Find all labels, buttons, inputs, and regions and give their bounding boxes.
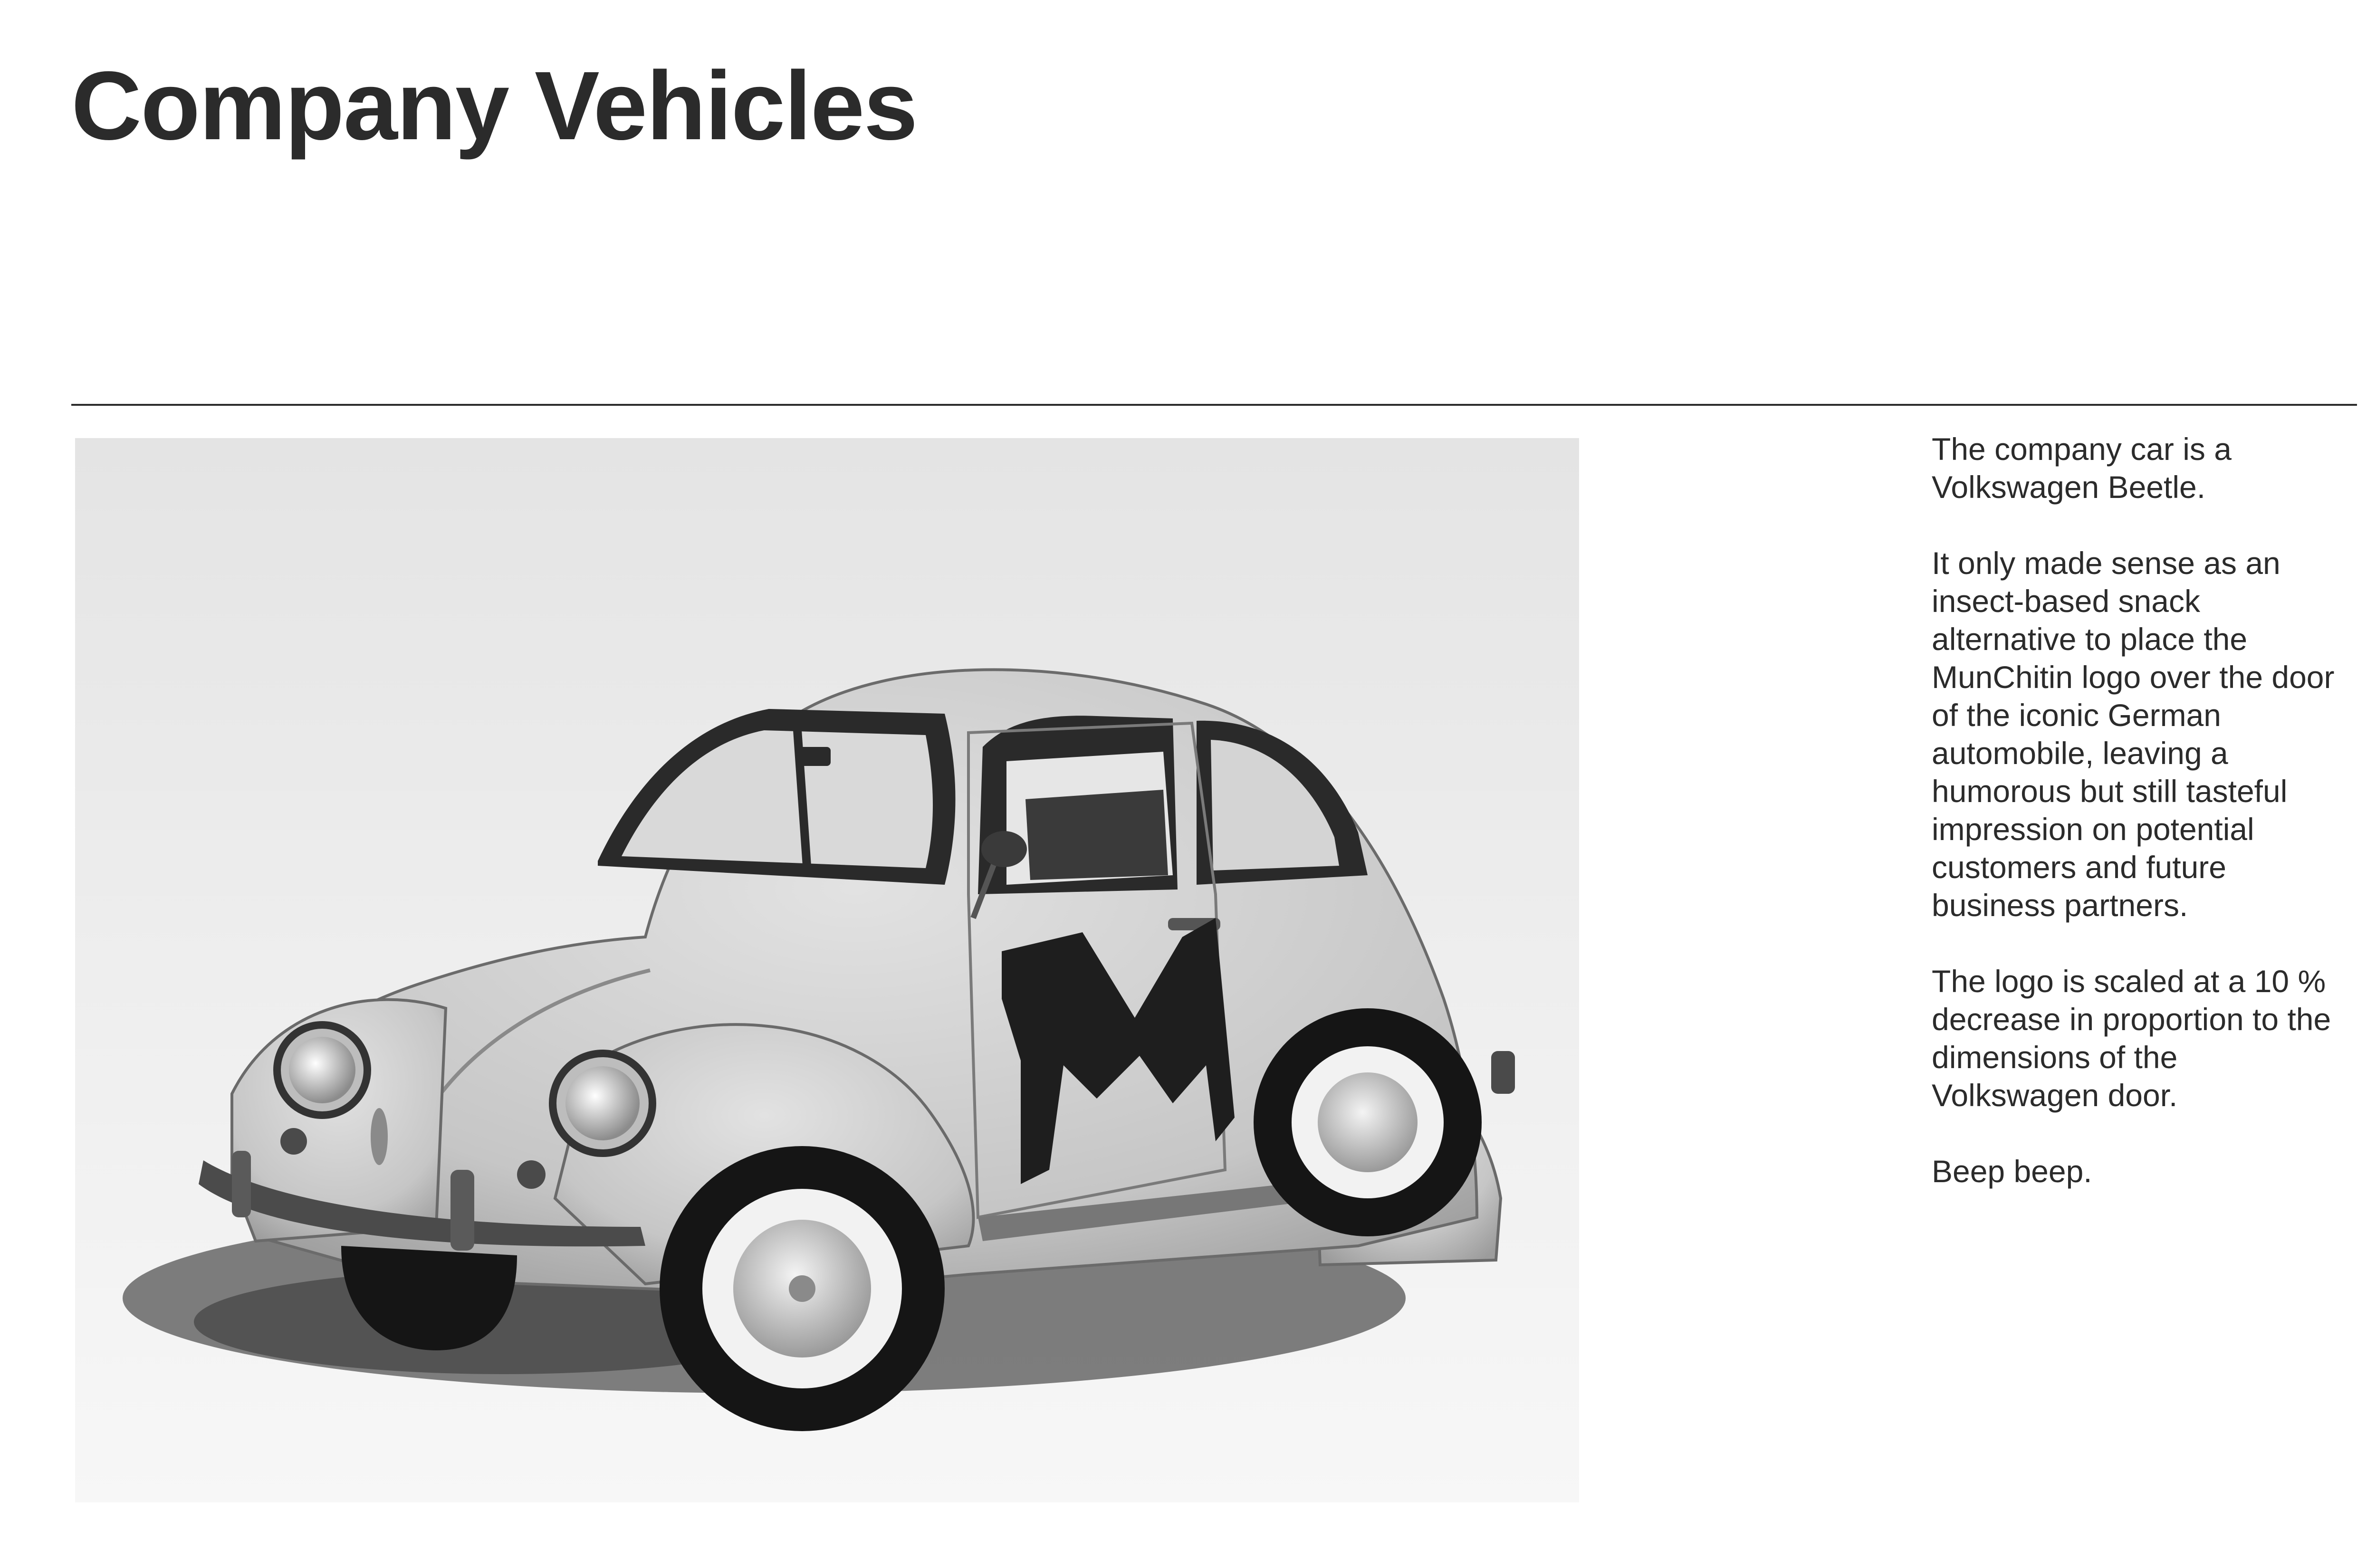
paragraph: It only made sense as an insect-based snack alternative to place the MunChitin logo over the door of the iconic German automobile, leaving a humorous but still tasteful impression on potential customers and future business partners.: [1932, 545, 2335, 923]
paragraph: The logo is scaled at a 10 % decrease in proportion to the dimensions of the Volkswagen door.: [1932, 964, 2331, 1113]
paragraph: The company car is a Volkswagen Beetle.: [1932, 431, 2232, 505]
paragraph: Beep beep.: [1932, 1154, 2092, 1189]
page-title: Company Vehicles: [71, 51, 917, 160]
volkswagen-beetle-photo: [75, 438, 1579, 1502]
description-text: [1932, 430, 2350, 1228]
header-divider: [71, 404, 2357, 406]
